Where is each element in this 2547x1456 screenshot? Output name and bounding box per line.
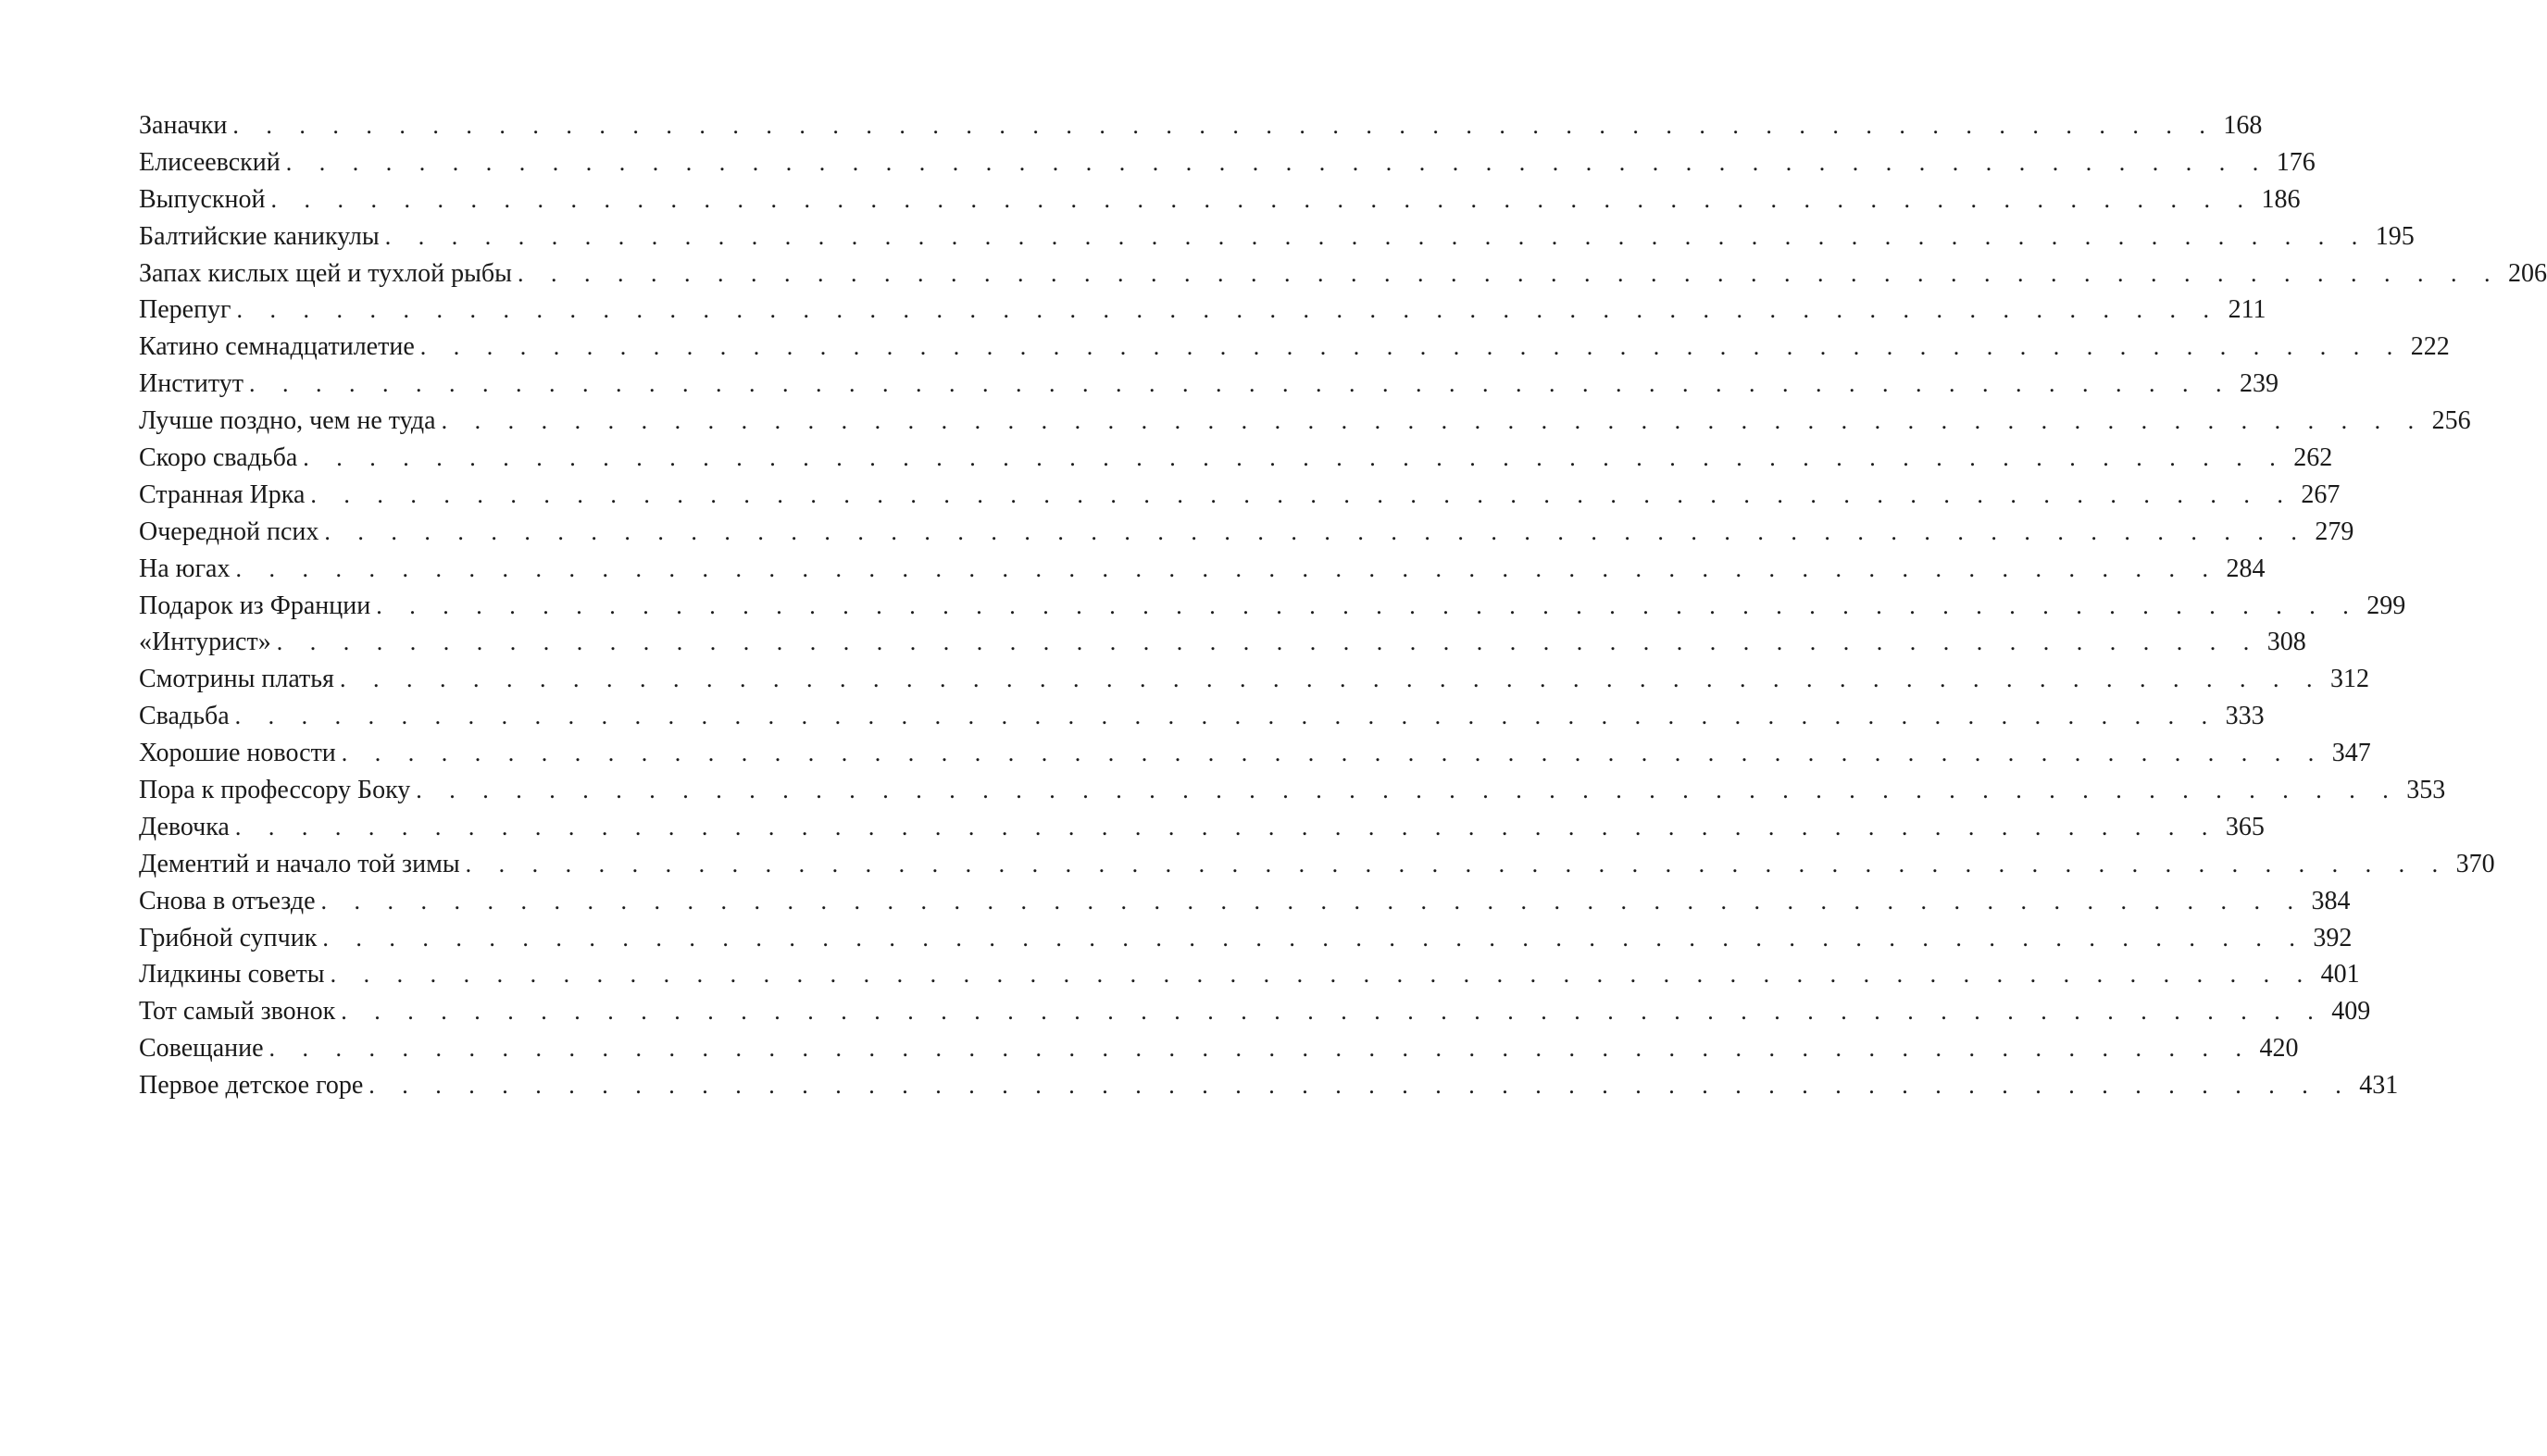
toc-entry (139, 477, 2341, 514)
toc-entry-title: Запах кислых щей и тухлой рыбы (139, 255, 518, 292)
toc-entry (139, 107, 2263, 144)
toc-entry-title: Девочка (139, 809, 235, 846)
toc-entry (139, 440, 2333, 477)
toc-entry-page-number: 308 (2266, 628, 2306, 657)
toc-entry (139, 772, 2446, 809)
dot-leader: . . . . . . . . . . . . . . . . . . . . . . . . . . . . . . . . . . . . . . . . . . . . . . . . . . . . . . . . . . . . (441, 407, 2425, 435)
toc-entry-page-number: 384 (2311, 886, 2351, 915)
toc-entry-page-number: 431 (2359, 1071, 2399, 1101)
dot-leader: . . . . . . . . . . . . . . . . . . . . . . . . . . . . . . . . . . . . . . . . . . . . . . . . . . . . . . . . . . . . (268, 1035, 2253, 1063)
toc-entry-page-number: 420 (2259, 1034, 2299, 1064)
dot-leader: . . . . . . . . . . . . . . . . . . . . . . . . . . . . . . . . . . . . . . . . . . . . . . . . . . . . . . . . . . . . (303, 444, 2287, 472)
toc-entry (139, 846, 2495, 883)
toc-entry-page-number: 206 (2507, 258, 2547, 288)
dot-leader: . . . . . . . . . . . . . . . . . . . . . . . . . . . . . . . . . . . . . . . . . . . . . . . . . . . . . . . . . . . . (322, 924, 2306, 952)
toc-entry-title: «Интурист» (139, 624, 277, 661)
toc-entry-page-number: 279 (2315, 516, 2354, 546)
toc-entry (139, 993, 2371, 1030)
toc-entry (139, 255, 2547, 292)
toc-entry-title: Заначки (139, 107, 232, 144)
toc-entry (139, 218, 2415, 255)
toc-entry (139, 624, 2306, 661)
toc-entry-title: Снова в отъезде (139, 883, 321, 920)
dot-leader: . . . . . . . . . . . . . . . . . . . . . . . . . . . . . . . . . . . . . . . . . . . . . . . . . . . . . . . . . . . . (276, 628, 2260, 656)
toc-entry-title: Тот самый звонок (139, 993, 341, 1030)
dot-leader: . . . . . . . . . . . . . . . . . . . . . . . . . . . . . . . . . . . . . . . . . . . . . . . . . . . . . . . . . . . . (236, 296, 2220, 324)
dot-leader: . . . . . . . . . . . . . . . . . . . . . . . . . . . . . . . . . . . . . . . . . . . . . . . . . . . . . . . . . . . . (234, 703, 2218, 730)
dot-leader: . . . . . . . . . . . . . . . . . . . . . . . . . . . . . . . . . . . . . . . . . . . . . . . . . . . . . . . . . . . . (419, 333, 2403, 361)
table-of-contents (139, 107, 2547, 1104)
dot-leader: . . . . . . . . . . . . . . . . . . . . . . . . . . . . . . . . . . . . . . . . . . . . . . . . . . . . . . . . . . . . (310, 480, 2294, 508)
dot-leader: . . . . . . . . . . . . . . . . . . . . . . . . . . . . . . . . . . . . . . . . . . . . . . . . . . . . . . . . . . . . (416, 777, 2400, 804)
toc-entry-title: Очередной псих (139, 514, 324, 551)
dot-leader: . . . . . . . . . . . . . . . . . . . . . . . . . . . . . . . . . . . . . . . . . . . . . . . . . . . . . . . . . . . . (384, 222, 2368, 250)
toc-entry-page-number: 168 (2223, 111, 2263, 140)
toc-entry-title: Свадьба (139, 698, 235, 735)
toc-entry (139, 956, 2360, 993)
toc-entry-page-number: 284 (2226, 554, 2266, 583)
toc-entry-page-number: 222 (2410, 332, 2450, 362)
dot-leader: . . . . . . . . . . . . . . . . . . . . . . . . . . . . . . . . . . . . . . . . . . . . . . . . . . . . . . . . . . . . (341, 740, 2325, 767)
toc-entry-title: Катино семнадцатилетие (139, 329, 420, 366)
toc-entry-title: Смотрины платья (139, 661, 340, 698)
toc-entry (139, 181, 2301, 218)
dot-leader: . . . . . . . . . . . . . . . . . . . . . . . . . . . . . . . . . . . . . . . . . . . . . . . . . . . . . . . . . . . . (320, 887, 2304, 915)
dot-leader: . . . . . . . . . . . . . . . . . . . . . . . . . . . . . . . . . . . . . . . . . . . . . . . . . . . . . . . . . . . . (270, 185, 2254, 213)
toc-entry (139, 661, 2369, 698)
toc-entry-title: Совещание (139, 1030, 269, 1067)
toc-entry-title: Лучше поздно, чем не туда (139, 403, 442, 440)
toc-entry-page-number: 401 (2320, 960, 2360, 989)
toc-entry (139, 514, 2354, 551)
toc-entry-page-number: 176 (2276, 147, 2316, 177)
dot-leader: . . . . . . . . . . . . . . . . . . . . . . . . . . . . . . . . . . . . . . . . . . . . . . . . . . . . . . . . . . . . (248, 370, 2232, 398)
dot-leader: . . . . . . . . . . . . . . . . . . . . . . . . . . . . . . . . . . . . . . . . . . . . . . . . . . . . . . . . . . . . (324, 517, 2308, 545)
toc-entry-title: Странная Ирка (139, 477, 310, 514)
toc-entry-page-number: 195 (2375, 221, 2415, 251)
dot-leader: . . . . . . . . . . . . . . . . . . . . . . . . . . . . . . . . . . . . . . . . . . . . . . . . . . . . . . . . . . . . (517, 259, 2501, 287)
toc-entry-page-number: 392 (2313, 923, 2353, 952)
toc-entry (139, 735, 2371, 772)
toc-entry-title: Скоро свадьба (139, 440, 303, 477)
toc-entry (139, 551, 2266, 588)
toc-entry-title: Балтийские каникулы (139, 218, 385, 255)
toc-entry-title: Дементий и начало той зимы (139, 846, 466, 883)
dot-leader: . . . . . . . . . . . . . . . . . . . . . . . . . . . . . . . . . . . . . . . . . . . . . . . . . . . . . . . . . . . . (330, 961, 2314, 989)
toc-entry-page-number: 186 (2261, 184, 2301, 214)
toc-entry (139, 366, 2279, 403)
toc-entry-title: Лидкины советы (139, 956, 331, 993)
toc-entry-page-number: 239 (2239, 369, 2279, 399)
toc-entry (139, 698, 2265, 735)
toc-entry-page-number: 299 (2366, 591, 2406, 620)
toc-entry-title: Выпускной (139, 181, 270, 218)
toc-entry-page-number: 262 (2293, 443, 2333, 473)
toc-entry-page-number: 409 (2331, 997, 2371, 1027)
toc-entry-page-number: 370 (2455, 849, 2495, 878)
dot-leader: . . . . . . . . . . . . . . . . . . . . . . . . . . . . . . . . . . . . . . . . . . . . . . . . . . . . . . . . . . . . (285, 148, 2269, 176)
toc-entry (139, 920, 2353, 957)
dot-leader: . . . . . . . . . . . . . . . . . . . . . . . . . . . . . . . . . . . . . . . . . . . . . . . . . . . . . . . . . . . . (339, 666, 2323, 693)
dot-leader: . . . . . . . . . . . . . . . . . . . . . . . . . . . . . . . . . . . . . . . . . . . . . . . . . . . . . . . . . . . . (376, 591, 2360, 619)
toc-entry-page-number: 333 (2225, 702, 2265, 731)
toc-entry-title: Елисеевский (139, 144, 286, 181)
toc-entry-page-number: 347 (2331, 739, 2371, 768)
dot-leader: . . . . . . . . . . . . . . . . . . . . . . . . . . . . . . . . . . . . . . . . . . . . . . . . . . . . . . . . . . . . (235, 554, 2219, 582)
dot-leader: . . . . . . . . . . . . . . . . . . . . . . . . . . . . . . . . . . . . . . . . . . . . . . . . . . . . . . . . . . . . (232, 112, 2216, 139)
toc-entry-title: Перепуг (139, 292, 237, 329)
toc-entry-page-number: 267 (2301, 479, 2341, 509)
toc-entry-page-number: 353 (2406, 776, 2446, 805)
dot-leader: . . . . . . . . . . . . . . . . . . . . . . . . . . . . . . . . . . . . . . . . . . . . . . . . . . . . . . . . . . . . (234, 813, 2218, 840)
toc-entry-title: Грибной супчик (139, 920, 322, 957)
toc-entry-title: Институт (139, 366, 249, 403)
toc-entry (139, 329, 2450, 366)
toc-entry-title: На югах (139, 551, 235, 588)
toc-entry (139, 883, 2351, 920)
toc-entry (139, 1067, 2399, 1104)
toc-entry (139, 292, 2266, 329)
toc-entry-title: Пора к профессору Боку (139, 772, 416, 809)
toc-entry-page-number: 365 (2225, 812, 2265, 841)
dot-leader: . . . . . . . . . . . . . . . . . . . . . . . . . . . . . . . . . . . . . . . . . . . . . . . . . . . . . . . . . . . . (341, 998, 2325, 1026)
toc-entry-page-number: 211 (2228, 295, 2266, 325)
toc-entry (139, 144, 2316, 181)
dot-leader: . . . . . . . . . . . . . . . . . . . . . . . . . . . . . . . . . . . . . . . . . . . . . . . . . . . . . . . . . . . . (465, 850, 2449, 877)
dot-leader: . . . . . . . . . . . . . . . . . . . . . . . . . . . . . . . . . . . . . . . . . . . . . . . . . . . . . . . . . . . . (368, 1072, 2353, 1100)
toc-entry (139, 403, 2471, 440)
toc-entry-title: Подарок из Франции (139, 588, 376, 625)
toc-entry-title: Хорошие новости (139, 735, 342, 772)
toc-entry (139, 809, 2265, 846)
toc-entry (139, 588, 2406, 625)
toc-entry-page-number: 256 (2431, 406, 2471, 436)
toc-entry-page-number: 312 (2329, 665, 2369, 694)
toc-entry-title: Первое детское горе (139, 1067, 368, 1104)
toc-entry (139, 1030, 2299, 1067)
